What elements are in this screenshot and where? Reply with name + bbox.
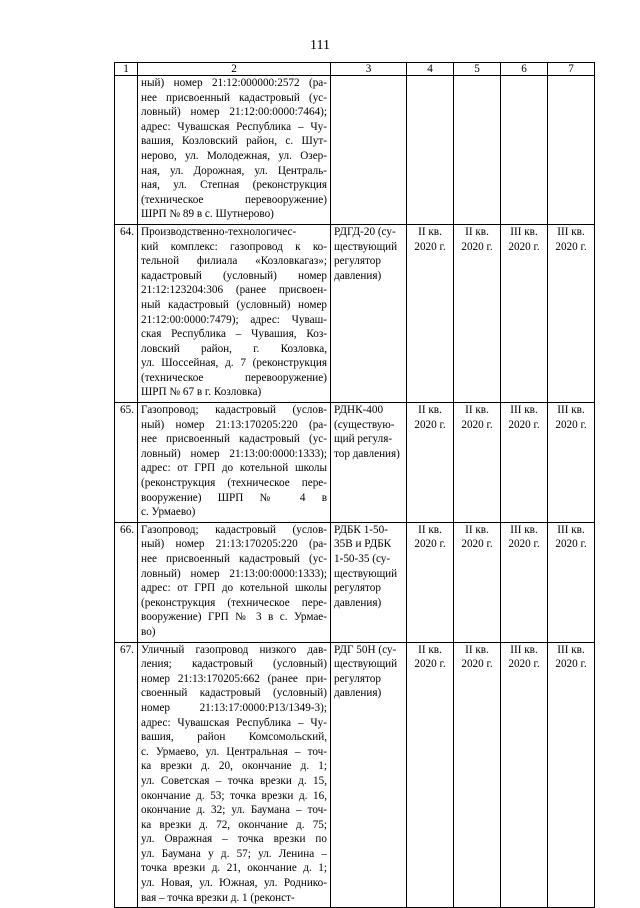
object-description-line: окончание д. 32; ул. Баумана – точ- — [141, 804, 327, 817]
object-description-line: ул. Шоссейная, д. 7 (реконструкция — [141, 357, 327, 370]
object-description-line: с. Урмаево, ул. Центральная – точ- — [141, 745, 327, 758]
equipment-cell — [331, 76, 407, 225]
object-description-line: ШРП № 67 в г. Козловка) — [141, 386, 262, 399]
object-description-line: Газопровод; кадастровый (услов- — [141, 404, 327, 417]
object-description-line: с. Урмаево) — [141, 506, 196, 519]
object-description-line: ская Республика – Чувашия, Коз- — [141, 328, 327, 341]
page-number: 111 — [310, 38, 330, 53]
row-number: 67. — [115, 642, 138, 908]
object-description-line: Производственно-технологичес- — [141, 225, 297, 238]
period-cell-line: III кв. — [557, 225, 585, 238]
period-cell — [454, 522, 501, 642]
period-cell-line: 2020 г. — [508, 418, 540, 431]
period-cell-line: 2020 г. — [414, 658, 446, 671]
period-cell-line: 2020 г. — [555, 240, 587, 253]
equipment-cell-line: ществующий — [334, 567, 398, 580]
object-description-line: ловный) номер 21:12:00:0000:7464); — [141, 106, 327, 119]
object-description-line: тельной филиала «Козловкагаз»; — [141, 255, 327, 268]
period-cell-line: 2020 г. — [414, 418, 446, 431]
object-description-line: адрес: от ГРП до котельной школы — [141, 582, 327, 595]
object-description — [138, 403, 331, 523]
equipment-cell-line: давления) — [334, 687, 382, 700]
object-description-line: нее присвоенный кадастровый (ус- — [141, 91, 327, 104]
object-description-line: 21:12:123204:306 (ранее присвоен- — [141, 284, 327, 297]
column-number: 5 — [454, 63, 501, 76]
column-number: 1 — [115, 63, 138, 76]
table-row — [115, 403, 595, 523]
equipment-cell-line: (существую- — [334, 418, 395, 431]
equipment-cell-line: РДГД-20 (су- — [334, 225, 396, 238]
object-description-line: ул. Баумана у д. 57; ул. Ленина – — [141, 847, 327, 860]
equipment-cell — [331, 522, 407, 642]
object-description-line: ул. Советская – точка врезки д. 15, — [141, 774, 327, 787]
period-cell-line: 2020 г. — [555, 538, 587, 551]
period-cell — [548, 224, 595, 402]
period-cell-line: III кв. — [557, 523, 585, 536]
equipment-cell-line: щий регуля- — [334, 433, 393, 446]
period-cell-line: II кв. — [418, 404, 442, 417]
equipment-cell-line: 35В и РДБК — [334, 538, 392, 551]
object-description-line: ления; кадастровый (условный) — [141, 658, 327, 671]
column-number-row — [115, 63, 595, 76]
period-cell-line: II кв. — [465, 225, 489, 238]
object-description-line: ный) номер 21:13:170205:220 (ра- — [141, 538, 327, 551]
object-description — [138, 522, 331, 642]
equipment-cell-line: тор давления) — [334, 447, 400, 460]
object-description-line: ловский район, г. Козловка, — [141, 342, 327, 355]
object-description-line: (техническое перевооружение) — [141, 193, 327, 206]
equipment-cell — [331, 642, 407, 908]
object-description-line: кий комплекс: газопровод к ко- — [141, 240, 327, 253]
object-description-line: 21:12:00:0000:7479); адрес: Чуваш- — [141, 313, 327, 326]
period-cell — [407, 403, 454, 523]
object-description-line: своенный кадастровый (условный) — [141, 687, 327, 700]
period-cell-line: 2020 г. — [461, 418, 493, 431]
equipment-cell-line: РДБК 1-50- — [334, 523, 388, 536]
period-cell — [501, 76, 548, 225]
object-description-line: ШРП № 89 в с. Шутнерово) — [141, 208, 274, 221]
period-cell-line: II кв. — [418, 523, 442, 536]
row-number: 64. — [115, 224, 138, 402]
equipment-cell-line: РДГ 50Н (су- — [334, 643, 397, 656]
equipment-cell-line: ществующий — [334, 658, 398, 671]
equipment-cell-line: давления) — [334, 596, 382, 609]
object-description-line: Уличный газопровод низкого дав- — [141, 643, 327, 656]
object-description-line: ловный) номер 21:13:00:0000:1333); — [141, 567, 327, 580]
equipment-cell-line: регулятор — [334, 672, 381, 685]
table-row — [115, 76, 595, 225]
period-cell-line: 2020 г. — [414, 240, 446, 253]
equipment-cell-line: регулятор — [334, 255, 381, 268]
object-description — [138, 76, 331, 225]
period-cell-line: 2020 г. — [461, 240, 493, 253]
object-description-line: вооружение) ГРП № 3 в с. Урмае- — [141, 611, 327, 624]
table-row — [115, 224, 595, 402]
period-cell-line: II кв. — [465, 523, 489, 536]
row-number: 66. — [115, 522, 138, 642]
object-description-line: нее присвоенный кадастровый (ус- — [141, 433, 327, 446]
period-cell-line: III кв. — [510, 643, 538, 656]
object-description-line: (техническое перевооружение) — [141, 371, 327, 384]
period-cell — [501, 224, 548, 402]
object-description-line: ка врезки д. 20, окончание д. 1; — [141, 760, 327, 773]
object-description-line: окончание д. 53; точка врезки д. 16, — [141, 789, 327, 802]
object-description-line: номер 21:13:170205:662 (ранее при- — [141, 672, 327, 685]
period-cell-line: 2020 г. — [508, 658, 540, 671]
period-cell — [407, 76, 454, 225]
object-description-line: нерово, ул. Молодежная, ул. Озер- — [141, 149, 327, 162]
row-number: 65. — [115, 403, 138, 523]
period-cell-line: 2020 г. — [414, 538, 446, 551]
period-cell — [501, 522, 548, 642]
period-cell-line: 2020 г. — [555, 658, 587, 671]
object-description-line: ловный) номер 21:13:00:0000:1333); — [141, 447, 327, 460]
period-cell-line: III кв. — [510, 404, 538, 417]
object-description-line: адрес: Чувашская Республика – Чу- — [141, 120, 327, 133]
column-number: 6 — [501, 63, 548, 76]
period-cell — [548, 76, 595, 225]
object-description-line: ный) номер 21:12:000000:2572 (ра- — [141, 77, 327, 89]
object-description-line: вая – точка врезки д. 1 (реконст- — [141, 891, 295, 904]
table-row — [115, 522, 595, 642]
object-description-line: ная, ул. Степная (реконструкция — [141, 179, 327, 192]
table-row — [115, 642, 595, 908]
period-cell-line: III кв. — [510, 225, 538, 238]
object-description-line: вашия, район Комсомольский, — [141, 731, 327, 744]
period-cell — [454, 642, 501, 908]
object-description-line: (реконструкция (техническое пере- — [141, 477, 327, 490]
object-description-line: (реконструкция (техническое пере- — [141, 596, 327, 609]
equipment-cell-line: 1-50-35 (су- — [334, 553, 391, 565]
period-cell-line: 2020 г. — [555, 418, 587, 431]
object-description-line: ул. Новая, ул. Южная, ул. Роднико- — [141, 877, 327, 890]
object-description-line: Газопровод; кадастровый (услов- — [141, 523, 327, 536]
period-cell — [548, 403, 595, 523]
equipment-cell-line: давления) — [334, 269, 382, 282]
period-cell — [548, 522, 595, 642]
period-cell-line: II кв. — [465, 643, 489, 656]
object-description-line: ный) номер 21:13:170205:220 (ра- — [141, 418, 327, 431]
period-cell-line: III кв. — [557, 643, 585, 656]
document-table — [114, 62, 595, 908]
period-cell-line: III кв. — [510, 523, 538, 536]
period-cell — [454, 224, 501, 402]
period-cell — [548, 642, 595, 908]
period-cell-line: 2020 г. — [461, 538, 493, 551]
equipment-cell-line: РДНК-400 — [334, 404, 384, 417]
object-description-line: адрес: от ГРП до котельной школы — [141, 462, 327, 475]
column-number: 7 — [548, 63, 595, 76]
equipment-cell-line: регулятор — [334, 582, 381, 595]
object-description-line: адрес: Чувашская Республика – Чу- — [141, 716, 327, 729]
object-description-line: номер 21:13:17:0000:Р13/1349-3); — [141, 701, 327, 714]
object-description-line: вооружение) ШРП № 4 в — [141, 491, 327, 504]
period-cell-line: III кв. — [557, 404, 585, 417]
period-cell-line: II кв. — [418, 225, 442, 238]
equipment-cell-line: ществующий — [334, 240, 398, 253]
period-cell-line: 2020 г. — [508, 538, 540, 551]
period-cell-line: 2020 г. — [508, 240, 540, 253]
column-number: 2 — [138, 63, 331, 76]
period-cell — [407, 642, 454, 908]
column-number: 3 — [331, 63, 407, 76]
object-description — [138, 642, 331, 908]
object-description-line: во) — [141, 625, 156, 638]
period-cell-line: II кв. — [418, 643, 442, 656]
period-cell — [407, 224, 454, 402]
equipment-cell — [331, 224, 407, 402]
period-cell-line: 2020 г. — [461, 658, 493, 671]
object-description-line: ка врезки д. 72, окончание д. 75; — [141, 818, 327, 831]
object-description-line: ная, ул. Дорожная, ул. Централь- — [141, 164, 327, 177]
period-cell — [407, 522, 454, 642]
object-description-line: ный кадастровый (условный) номер — [141, 298, 327, 311]
row-number — [115, 76, 138, 225]
object-description-line: нее присвоенный кадастровый (ус- — [141, 553, 327, 565]
equipment-cell — [331, 403, 407, 523]
period-cell — [501, 403, 548, 523]
object-description-line: точка врезки д. 21, окончание д. 1; — [141, 862, 327, 875]
object-description-line: вашия, Козловский район, с. Шут- — [141, 135, 327, 148]
column-number: 4 — [407, 63, 454, 76]
period-cell — [454, 76, 501, 225]
object-description-line: ул. Овражная – точка врезки по — [141, 833, 327, 846]
period-cell-line: II кв. — [465, 404, 489, 417]
period-cell — [501, 642, 548, 908]
object-description — [138, 224, 331, 402]
period-cell — [454, 403, 501, 523]
object-description-line: кадастровый (условный) номер — [141, 269, 327, 282]
